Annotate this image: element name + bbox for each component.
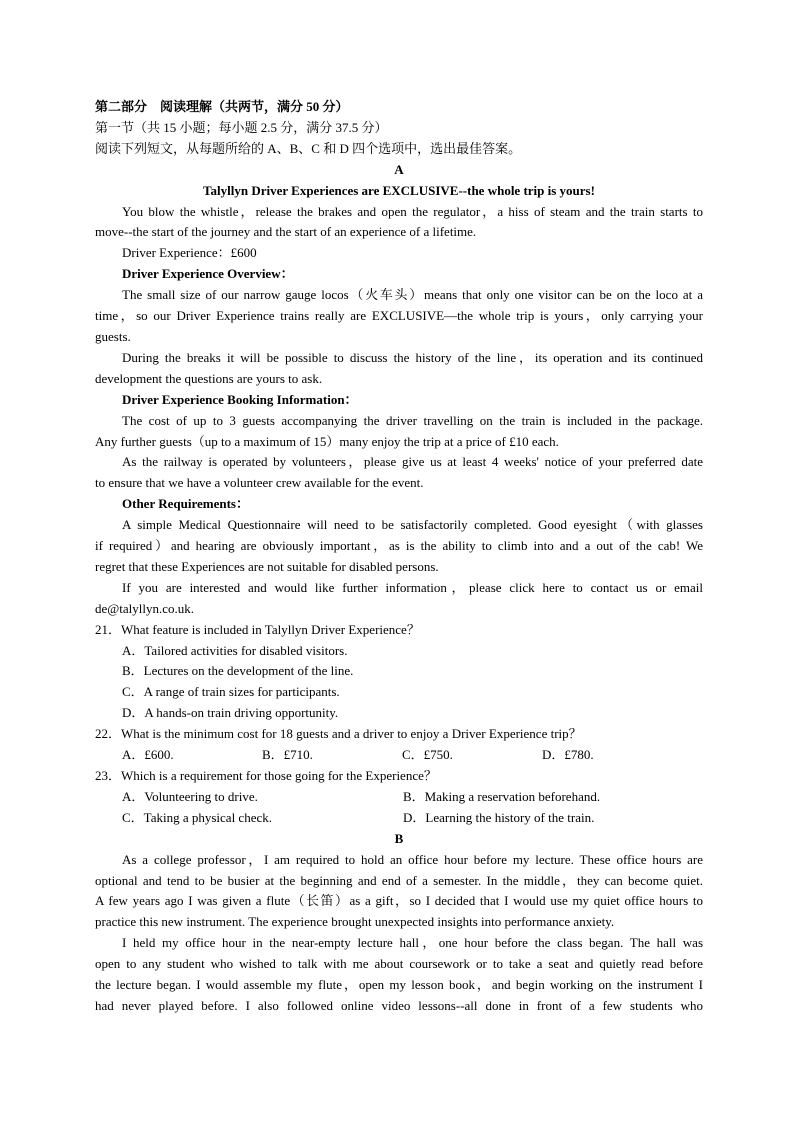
answer-option: B．Lectures on the development of the line. (122, 663, 354, 679)
passage-b-paragraph-line: optional and tend to be busier at the beginning and end of a semester. In the middle，they can become quiet. (95, 872, 703, 888)
answer-options-row (95, 787, 703, 808)
passage-a-paragraph-line: The cost of up to 3 guests accompanying the driver travelling on the train is included in the package. (122, 412, 703, 428)
passage-b-paragraph-line: A few years ago I was given a flute（长笛）as a gift，so I decided that I would use my quiet office hours to (95, 893, 703, 909)
booking-heading: Driver Experience Booking Information： (122, 391, 358, 407)
price-line: Driver Experience：£600 (122, 245, 257, 261)
answer-option: C．Taking a physical check. (122, 809, 272, 825)
overview-heading: Driver Experience Overview： (122, 266, 294, 282)
passage-a-paragraph-line: move--the start of the journey and the start of an experience of a lifetime. (95, 224, 477, 240)
answer-options-row (95, 745, 703, 766)
passage-a-paragraph-line: The small size of our narrow gauge locos（火车头）means that only one visitor can be on the loco at a (122, 287, 703, 303)
answer-option: D．£780. (542, 747, 594, 763)
answer-option: C．A range of train sizes for participants. (122, 684, 340, 700)
answer-option: B．£710. (262, 747, 313, 763)
passage-b-paragraph-line: As a college professor，I am required to hold an office hour before my lecture. These office hours are (122, 851, 703, 867)
answer-option: A．£600. (122, 747, 174, 763)
exam-page (95, 97, 703, 1017)
answer-option: A．Tailored activities for disabled visitors. (122, 642, 348, 658)
passage-b-paragraph-line: the lecture began. I would assemble my flute，open my lesson book，and begin working on the instrument I (95, 977, 703, 993)
requirements-heading: Other Requirements： (122, 496, 249, 512)
passage-a-paragraph-line: As the railway is operated by volunteers，please give us at least 4 weeks' notice of your preferred date (122, 454, 703, 470)
part-title: 第二部分 阅读理解（共两节，满分 50 分） (95, 99, 349, 114)
answer-option: C．£750. (402, 747, 453, 763)
passage-a-paragraph-line: if required）and hearing are obviously important，as is the ability to climb into and a out of the cab! We (95, 538, 703, 554)
passage-b-paragraph-line: had never played before. I also followed online video lessons--all done in front of a few students who (95, 997, 703, 1013)
passage-a-paragraph-line: de@talyllyn.co.uk. (95, 600, 194, 616)
passage-a-paragraph-line: Any further guests（up to a maximum of 15）many enjoy the trip at a price of £10 each. (95, 433, 559, 449)
passage-b-paragraph-line: practice this new instrument. The experience brought unexpected insights into performance anxiety. (95, 914, 615, 930)
question-stem: 23．Which is a requirement for those going for the Experience？ (95, 768, 437, 783)
passage-a-paragraph-line: You blow the whistle，release the brakes and open the regulator，a hiss of steam and the train starts to (122, 203, 703, 219)
instructions: 阅读下列短文，从每题所给的 A、B、C 和 D 四个选项中，选出最佳答案。 (95, 140, 522, 156)
passage-a-paragraph-line: regret that these Experiences are not suitable for disabled persons. (95, 558, 439, 574)
passage-a-paragraph-line: development the questions are yours to ask. (95, 370, 323, 386)
passage-b-paragraph-line: open to any student who wished to talk with me about coursework or to take a seat and quietly read before (95, 956, 703, 972)
question-stem: 22．What is the minimum cost for 18 guests and a driver to enjoy a Driver Experience trip？ (95, 726, 582, 742)
passage-a-title: Talyllyn Driver Experiences are EXCLUSIVE--the whole trip is yours! (203, 182, 595, 198)
question-stem: 21．What feature is included in Talyllyn Driver Experience？ (95, 621, 420, 637)
passage-a-label: A (394, 161, 404, 177)
section-title: 第一节（共 15 小题；每小题 2.5 分，满分 37.5 分） (95, 119, 388, 135)
passage-a-paragraph-line: During the breaks it will be possible to discuss the history of the line，its operation and its continued (122, 349, 703, 365)
passage-a-paragraph-line: to ensure that we have a volunteer crew available for the event. (95, 475, 424, 491)
passage-a-paragraph-line: A simple Medical Questionnaire will need to be satisfactorily completed. Good eyesight（with glasses (122, 517, 703, 533)
passage-b-paragraph-line: I held my office hour in the near-empty lecture hall，one hour before the class began. The hall was (122, 935, 703, 951)
answer-option: D．Learning the history of the train. (403, 809, 595, 825)
answer-option: B．Making a reservation beforehand. (403, 788, 601, 804)
answer-option: D．A hands-on train driving opportunity. (122, 705, 339, 721)
passage-a-paragraph-line: time，so our Driver Experience trains really are EXCLUSIVE—the whole trip is yours，only carrying your (95, 308, 703, 324)
passage-a-paragraph-line: If you are interested and would like further information，please click here to contact us or email (122, 579, 703, 595)
answer-option: A．Volunteering to drive. (122, 788, 258, 804)
answer-options-row (95, 808, 703, 829)
passage-b-label: B (394, 830, 404, 846)
passage-a-paragraph-line: guests. (95, 328, 131, 344)
